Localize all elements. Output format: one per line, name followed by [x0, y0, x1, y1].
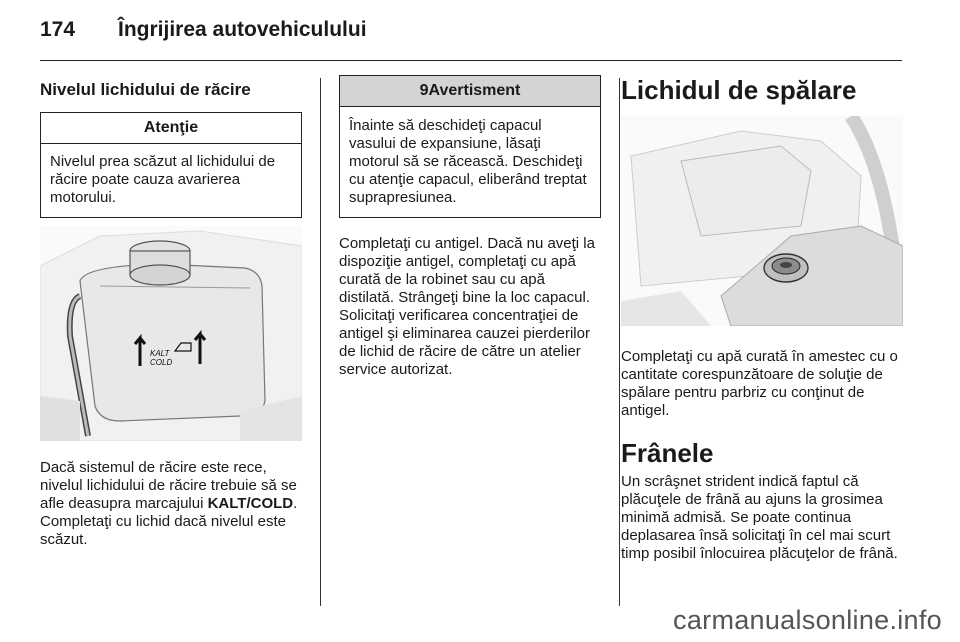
coolant-reservoir-figure	[40, 226, 302, 441]
notice-body: Nivelul prea scăzut al lichidului de răcire poate cauza avarierea motorului.	[50, 153, 276, 206]
watermark: carmanualsonline.info	[673, 605, 942, 635]
warning-heading-text: Avertisment	[428, 82, 521, 99]
coolant-para-part1: Dacă sistemul de răcire este rece, nivelul lichidului de răcire trebuie să se afle deasupra marcajului	[40, 459, 297, 512]
chapter-title: Îngrijirea autovehiculului	[118, 18, 367, 41]
column-divider-2	[619, 78, 620, 606]
cold-label: COLD	[150, 358, 173, 367]
brakes-paragraph: Un scrâşnet strident indică faptul că plăcuţele de frână au ajuns la grosimea minimă admisă. Se poate continua deplasarea însă solicitaţi în cel mai scurt timp posibil înlocuirea plăcuţelor de frână.	[621, 473, 898, 562]
coolant-instruction-paragraph	[40, 459, 302, 549]
column-divider-1	[320, 78, 321, 606]
coolant-para-part2: . Completaţi cu lichid dacă nivelul este scăzut.	[40, 495, 298, 548]
washer-fluid-paragraph: Completaţi cu apă curată în amestec cu o cantitate corespunzătoare de soluţie de spălare pentru parbriz cu conţinut de antigel.	[621, 348, 898, 419]
column-1	[40, 75, 302, 549]
washer-reservoir-illustration	[621, 116, 903, 326]
warning-triangle-icon: 9	[419, 82, 429, 99]
warning-box	[339, 75, 601, 218]
notice-heading: Atenţie	[41, 113, 301, 144]
page-number: 174	[40, 18, 76, 41]
antifreeze-paragraph: Completaţi cu antigel. Dacă nu aveţi la dispoziţie antigel, completaţi cu apă curată de la robinet sau cu apă distilată. Strângeţi bine la loc capacul. Solicitaţi verificarea concentraţiei de antigel şi eliminarea cauzei pierderilor de lichid de răcire de către un atelier service autorizat.	[339, 235, 595, 378]
kalt-label: KALT	[150, 349, 170, 358]
coolant-reservoir-illustration	[40, 226, 302, 441]
brakes-title: Frânele	[621, 438, 714, 468]
warning-body: Înainte să deschideţi capacul vasului de expansiune, lăsaţi motorul să se răcească. Deschideţi cu atenţie capacul, eliberând treptat suprapresiunea.	[349, 117, 587, 206]
warning-heading	[340, 76, 600, 107]
washer-reservoir-figure	[621, 116, 903, 326]
notice-box	[40, 112, 302, 218]
kalt-cold-mark: KALT/COLD	[207, 495, 294, 512]
section-title-coolant: Nivelul lichidului de răcire	[40, 80, 251, 99]
washer-fluid-title: Lichidul de spălare	[621, 75, 857, 105]
column-2	[339, 75, 601, 379]
header-rule	[40, 60, 902, 61]
column-3	[621, 75, 903, 563]
